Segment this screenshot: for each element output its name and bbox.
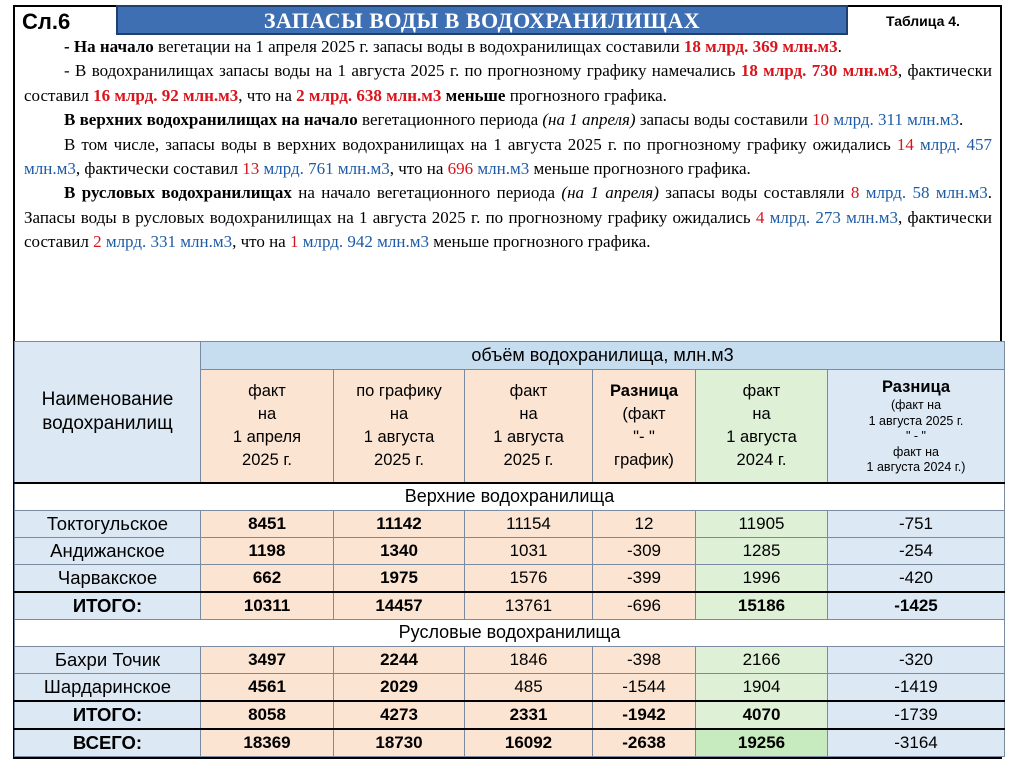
section-river-reservoirs: Русловые водохранилища [15, 619, 1005, 646]
col-header-fact-aug-2025: факт на 1 августа 2025 г. [465, 370, 593, 483]
col-header-diff-plan: Разница (факт "- " график) [593, 370, 696, 483]
table-row: Бахри Точик 3497 2244 1846 -398 2166 -320 [15, 646, 1005, 673]
paragraph-5: В русловых водохранилищах на начало вегетационного периода (на 1 апреля) запасы воды составляли 8 млрд. 58 млн.м3. Запасы воды в русловых водохранилищах на 1 августа 2025 г. по прогнозному графику ожидались 4 млрд. 273 млн.м3, фактически составил 2 млрд. 331 млн.м3, что на 1 млрд. 942 млн.м3 меньше прогнозного графика. [24, 183, 992, 252]
table-row: Шардаринское 4561 2029 485 -1544 1904 -1419 [15, 673, 1005, 701]
volume-header: объём водохранилища, млн.м3 [201, 342, 1005, 370]
grand-total-row: ВСЕГО: 18369 18730 16092 -2638 19256 -3164 [15, 729, 1005, 757]
upper-total-row: ИТОГО: 10311 14457 13761 -696 15186 -1425 [15, 592, 1005, 620]
col-header-plan-aug-2025: по графику на 1 августа 2025 г. [334, 370, 465, 483]
table-row: Чарвакское 662 1975 1576 -399 1996 -420 [15, 564, 1005, 592]
paragraph-1: - На начало вегетации на 1 апреля 2025 г. запасы воды в водохранилищах составили 18 млрд. 369 млн.м3. [64, 37, 842, 56]
paragraph-2: - В водохранилищах запасы воды на 1 августа 2025 г. по прогнозному графику намечались 18 млрд. 730 млн.м3, фактически составил 16 млрд. 92 млн.м3, что на 2 млрд. 638 млн.м3 меньше прогнозного графика. [24, 61, 992, 105]
slide-number: Сл.6 [22, 9, 71, 34]
table-label: Таблица 4. [886, 13, 960, 29]
col-header-diff-year: Разница (факт на 1 августа 2025 г. " - " факт на 1 августа 2024 г.) [828, 370, 1005, 483]
table-row: Андижанское 1198 1340 1031 -309 1285 -254 [15, 537, 1005, 564]
paragraph-3: В верхних водохранилищах на начало вегетационного периода (на 1 апреля) запасы воды составили 10 млрд. 311 млн.м3. [64, 110, 964, 130]
reservoir-table [14, 341, 1005, 757]
river-total-row: ИТОГО: 8058 4273 2331 -1942 4070 -1739 [15, 701, 1005, 729]
summary-text [24, 35, 992, 341]
name-column-header: Наименование водохранилищ [15, 342, 201, 483]
col-header-fact-aug-2024: факт на 1 августа 2024 г. [696, 370, 828, 483]
table-row: Токтогульское 8451 11142 11154 12 11905 -751 [15, 510, 1005, 537]
col-header-fact-apr-2025: факт на 1 апреля 2025 г. [201, 370, 334, 483]
section-upper-reservoirs: Верхние водохранилища [15, 483, 1005, 511]
paragraph-4: В том числе, запасы воды в верхних водохранилищах на 1 августа 2025 г. по прогнозному графику ожидались 14 млрд. 457 млн.м3, фактически составил 13 млрд. 761 млн.м3, что на 696 млн.м3 меньше прогнозного графика. [24, 134, 992, 179]
page-title: ЗАПАСЫ ВОДЫ В ВОДОХРАНИЛИЩАХ [116, 5, 848, 35]
